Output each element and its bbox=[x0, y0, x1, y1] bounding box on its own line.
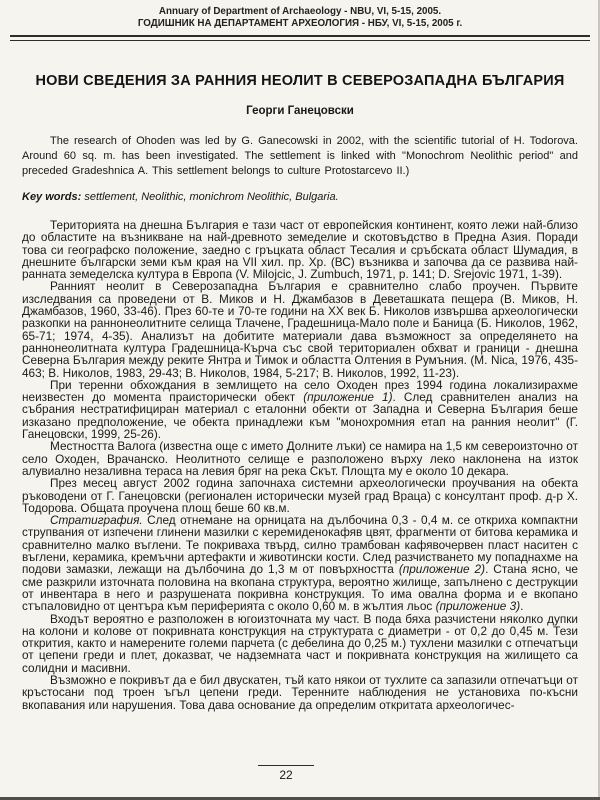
text-run: Възможно е покривът да е бил двускатен, тъй като някои от тухлите са запазили отпечатъци от кръстосани под троен ъгъл цепени греди. Теренните наблюдения не установиха по-късни вкопавания или нарушения. Това дава основание да определим откритата археологичес- bbox=[22, 672, 578, 712]
keywords-line bbox=[22, 191, 578, 203]
text-run: Територията на днешна България е тази част от европейския континент, която лежи най-близо до областите на възникване на най-древното земеделие и скотовъдство в Предна Азия. Поради това си географско положение, заедно с гръцката област Тесалия и сръбската област Шумадия, в днешните български земи към края на VII хил. пр. Хр. (ВС) възниква и започва да се развива най-ранната земеделска култура в Европа (V. Milojcic, J. Zumbuch, 1971, p. 141; D. Srejovic 1971, 1-39). bbox=[22, 218, 578, 282]
paragraph bbox=[22, 613, 578, 674]
page-number: 22 bbox=[279, 768, 293, 782]
text-run: . bbox=[520, 599, 524, 614]
header-rule-top bbox=[10, 35, 590, 37]
paragraph bbox=[22, 280, 578, 378]
paragraph bbox=[22, 219, 578, 280]
italic-run: (приложение 3) bbox=[435, 599, 521, 614]
journal-header bbox=[22, 6, 578, 30]
keywords-label: Key words: bbox=[22, 191, 82, 203]
italic-run: (приложение 2) bbox=[398, 562, 486, 577]
paragraph bbox=[22, 440, 578, 477]
abstract-paragraph: The research of Ohoden was led by G. Ganecowski in 2002, with the scientific tutorial of H. Todorova. Around 60 sq. m. has been investigated. The settlement is linked with "Monochrom Neolithic period" and preceded Gradeshnica A. This settlement belongs to culture Protostarcevo II.) bbox=[22, 135, 578, 177]
journal-header-en: Annuary of Department of Archaeology - NBU, VI, 5-15, 2005. bbox=[158, 6, 442, 17]
text-run: . Стана ясно, че сме разкрили източната половина на вкопана структура, вероятно жилище, запълнено с деструкции от инвентара в него и разрушената покривна конструкция. То има овална форма и е вкопано стъпаловидно от центъра към периферията с около 0,60 м. в жълтия льос bbox=[22, 562, 578, 614]
journal-header-bg: ГОДИШНИК НА ДЕПАРТАМЕНТ АРХЕОЛОГИЯ - НБУ, VI, 5-15, 2005 г. bbox=[137, 18, 463, 29]
author-name: Георги Ганецовски bbox=[246, 105, 354, 117]
paragraph bbox=[22, 477, 578, 514]
article-title: НОВИ СВЕДЕНИЯ ЗА РАННИЯ НЕОЛИТ В СЕВЕРОЗАПАДНА БЪЛГАРИЯ bbox=[35, 73, 565, 89]
text-run: Ранният неолит в Северозападна България е сравнително слабо проучен. Първите изследвания са проведени от В. Миков и Н. Джамбазов в Деветашката пещера (В. Миков, Н. Джамбазов, 1960, 33-46). През 60-те и 70-те години на ХХ век Б. Николов извършва археологически разкопки на раннонеолитните селища Тлачене, Градешница-Мало поле и Баница (Б. Николов, 1962, 65-71; 1974, 4-35). Анализът на добитите материали дава възможност за определянето на раннонеолитната култура Градешница-Кърча със свой териториален обхват и граници - днешна Северна България между реките Янтра и Тимок и областта Олтения в Румъния. (М. Nica, 1976, 435-463; В. Николов, 1983, 29-43; В. Николов, 1984, 5-217; В. Николов, 1992, 11-23). bbox=[22, 279, 578, 380]
text-run: . След сравнителен анализ на събрания нестратифициран материал с еталонни обекти от Западна и Северна България беше изказано предположение, че обекта принадлежи към "монохромния етап на ранния неолит" (Г. Ганецовски, 1999, 25-26). bbox=[22, 390, 578, 442]
footer-rule bbox=[258, 765, 314, 766]
paragraph bbox=[22, 514, 578, 612]
text-run: При теренни обхождания в землището на село Оходен през 1994 година локализирахме неизвестен до момента праисторически обект bbox=[22, 377, 578, 405]
page-footer bbox=[0, 765, 600, 782]
paragraph bbox=[22, 674, 578, 711]
italic-run: Стратиграфия. bbox=[50, 513, 143, 528]
paragraph bbox=[22, 379, 578, 440]
keywords-text: settlement, Neolithic, monichrom Neolithic, Bulgaria. bbox=[81, 191, 339, 203]
italic-run: (приложение 1) bbox=[303, 390, 393, 405]
text-run: След отнемане на орницата на дълбочина 0,3 - 0,4 м. се откриха компактни струпвания от изпечени глинени мазилки с керемиденокафяв цвят, фрагменти от битова керамика и сравнително малко въглени. Те покриваха твърд, силно трамбован кафявочервен пласт наситен с въглени, керамика, кремъчни артефакти и животински кости. След разчистването му попаднахме на подови замазки, лежащи на дълбочина до 1,3 м от повърхността bbox=[22, 513, 578, 577]
text-run: Местността Валога (известна още с името Долните лъки) се намира на 1,5 км североизточно от село Оходен, Врачанско. Неолитното селище е разположено върху леко наклонена на изток алувиално незаливна тераса на левия бряг на река Скът. Площта му е около 10 декара. bbox=[22, 439, 578, 478]
text-run: През месец август 2002 година започнаха системни археологически проучвания на обекта ръководени от Г. Ганецовски (регионален исторически музей град Враца) с консултант проф. д-р Х. Тодорова. Общата проучена площ беше 60 кв.м. bbox=[22, 476, 578, 515]
article-body bbox=[22, 219, 578, 711]
text-run: Входът вероятно е разположен в югоизточната му част. В пода бяха разчистени няколко дупки на колони и колове от покривната конструкция на структурата с диаметри - от 0,2 до 0,45 м. Тези открития, както и намерените големи парчета (с дебелина до 0,25 м.) тухлени мазилки с отпечатъци от цепени греди и плет, доказват, че надземната част и покривната конструкция на жилището са солидни и масивни. bbox=[22, 611, 578, 675]
header-rule-bottom bbox=[10, 40, 590, 41]
